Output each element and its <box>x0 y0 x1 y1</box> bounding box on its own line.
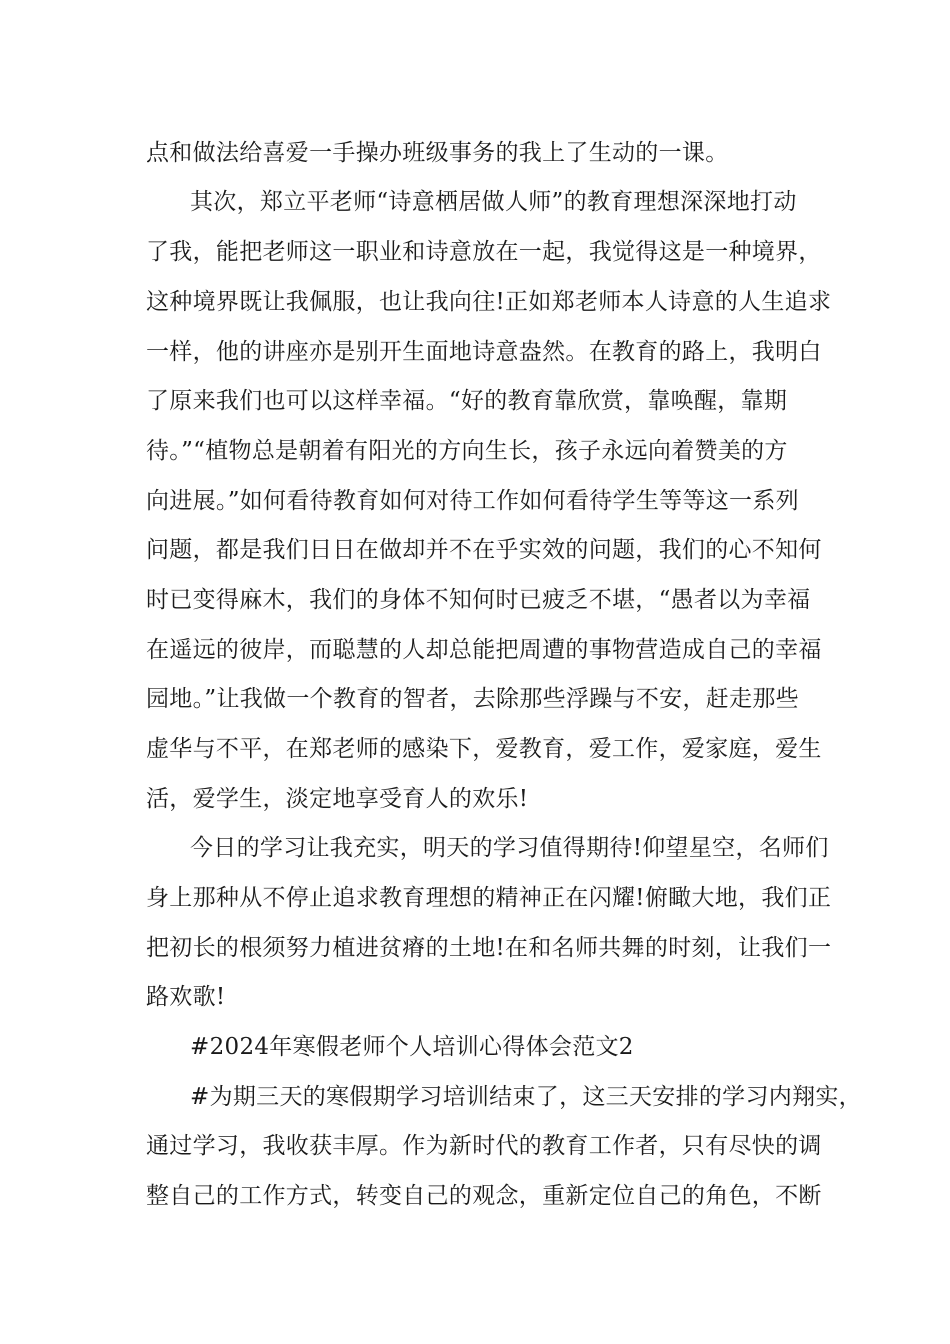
paragraph-start-line: 今日的学习让我充实，明天的学习值得期待!仰望星空，名师们 <box>190 835 829 861</box>
paragraph-start-line: #为期三天的寒假期学习培训结束了，这三天安排的学习内翔实， <box>190 1084 862 1110</box>
text-line-10: 时已变得麻木，我们的身体不知何时已疲乏不堪，“愚者以为幸福 <box>146 587 811 613</box>
text-line-3: 了我，能把老师这一职业和诗意放在一起，我觉得这是一种境界， <box>146 239 822 265</box>
text-line-9: 问题，都是我们日日在做却并不在乎实效的问题，我们的心不知何 <box>146 537 822 563</box>
text-line-21: 通过学习，我收获丰厚。作为新时代的教育工作者，只有尽快的调 <box>146 1133 822 1159</box>
text-line-12: 园地。”让我做一个教育的智者，去除那些浮躁与不安，赶走那些 <box>146 686 799 712</box>
text-line-5: 一样，他的讲座亦是别开生面地诗意盎然。在教育的路上，我明白 <box>146 339 822 365</box>
text-line-22: 整自己的工作方式，转变自己的观念，重新定位自己的角色，不断 <box>146 1183 822 1209</box>
text-line-14: 活，爱学生，淡定地享受育人的欢乐! <box>146 786 529 812</box>
text-line-18: 路欢歌! <box>146 984 226 1010</box>
text-line-11: 在遥远的彼岸，而聪慧的人却总能把周遭的事物营造成自己的幸福 <box>146 637 822 663</box>
text-line-6: 了原来我们也可以这样幸福。“好的教育靠欣赏，靠唤醒，靠期 <box>146 388 788 414</box>
text-line-1: 点和做法给喜爱一手操办班级事务的我上了生动的一课。 <box>146 140 729 166</box>
text-line-7: 待。”“植物总是朝着有阳光的方向生长，孩子永远向着赞美的方 <box>146 438 788 464</box>
paragraph-start-line: 其次，郑立平老师“诗意栖居做人师”的教育理想深深地打动 <box>190 189 797 215</box>
text-line-4: 这种境界既让我佩服，也让我向往!正如郑老师本人诗意的人生追求 <box>146 289 832 315</box>
text-line-16: 身上那种从不停止追求教育理想的精神正在闪耀!俯瞰大地，我们正 <box>146 885 832 911</box>
section-heading: #2024年寒假老师个人培训心得体会范文2 <box>190 1034 634 1060</box>
text-line-13: 虚华与不平，在郑老师的感染下，爱教育，爱工作，爱家庭，爱生 <box>146 736 822 762</box>
text-line-17: 把初长的根须努力植进贫瘠的土地!在和名师共舞的时刻，让我们一 <box>146 935 832 961</box>
text-line-8: 向进展。”如何看待教育如何对待工作如何看待学生等等这一系列 <box>146 488 799 514</box>
